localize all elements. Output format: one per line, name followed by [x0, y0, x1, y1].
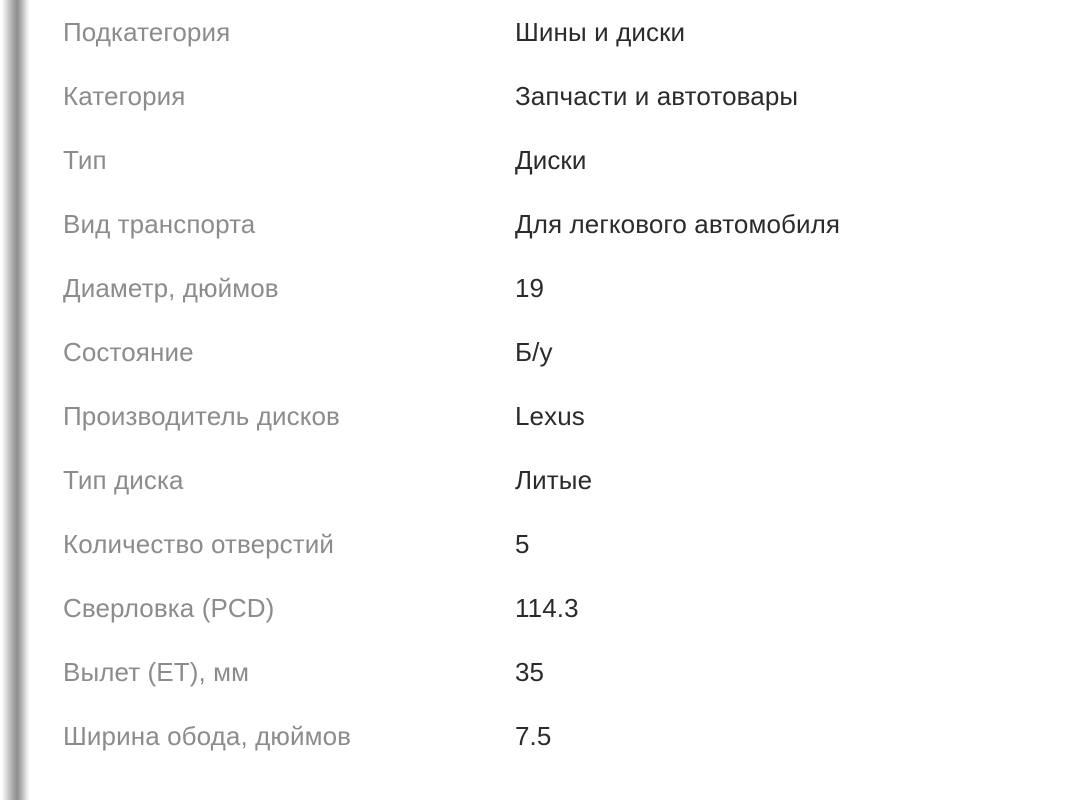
- spec-label: Ширина обода, дюймов: [63, 720, 352, 751]
- table-row: [30, 192, 1066, 256]
- spec-label: Тип диска: [63, 464, 184, 495]
- table-row: [30, 256, 1066, 320]
- spec-label: Подкатегория: [63, 16, 231, 47]
- spec-value: Диски: [515, 144, 587, 175]
- spec-label: Диаметр, дюймов: [63, 272, 279, 303]
- spec-value: Запчасти и автотовары: [515, 80, 799, 111]
- spec-label: Категория: [63, 80, 186, 111]
- spec-label: Вылет (ET), мм: [63, 656, 250, 687]
- table-row: [30, 640, 1066, 704]
- spec-label: Производитель дисков: [63, 400, 340, 431]
- spec-value: Б/у: [515, 336, 553, 367]
- spec-value: Литые: [515, 464, 593, 495]
- spec-label: Тип: [63, 144, 107, 175]
- spec-label: Количество отверстий: [63, 528, 335, 559]
- spec-value: 5: [515, 528, 530, 559]
- specifications-table-body: [30, 0, 1066, 768]
- table-row: [30, 0, 1066, 64]
- spec-label: Вид транспорта: [63, 208, 256, 239]
- table-row: [30, 448, 1066, 512]
- spec-value: 35: [515, 656, 545, 687]
- spec-value: Для легкового автомобиля: [515, 208, 841, 239]
- specifications-table: [30, 0, 1066, 768]
- table-row: [30, 64, 1066, 128]
- spec-value: Шины и диски: [515, 16, 686, 47]
- table-row: [30, 320, 1066, 384]
- table-row: [30, 512, 1066, 576]
- spec-value: 114.3: [515, 592, 579, 623]
- specs-panel: [30, 0, 1066, 800]
- spec-value: 7.5: [515, 720, 552, 751]
- spec-label: Состояние: [63, 336, 194, 367]
- table-row: [30, 704, 1066, 768]
- table-row: [30, 128, 1066, 192]
- spec-value: Lexus: [515, 400, 585, 431]
- table-row: [30, 384, 1066, 448]
- table-row: [30, 576, 1066, 640]
- page-edge-gradient: [0, 0, 30, 800]
- spec-label: Сверловка (PCD): [63, 592, 275, 623]
- spec-value: 19: [515, 272, 545, 303]
